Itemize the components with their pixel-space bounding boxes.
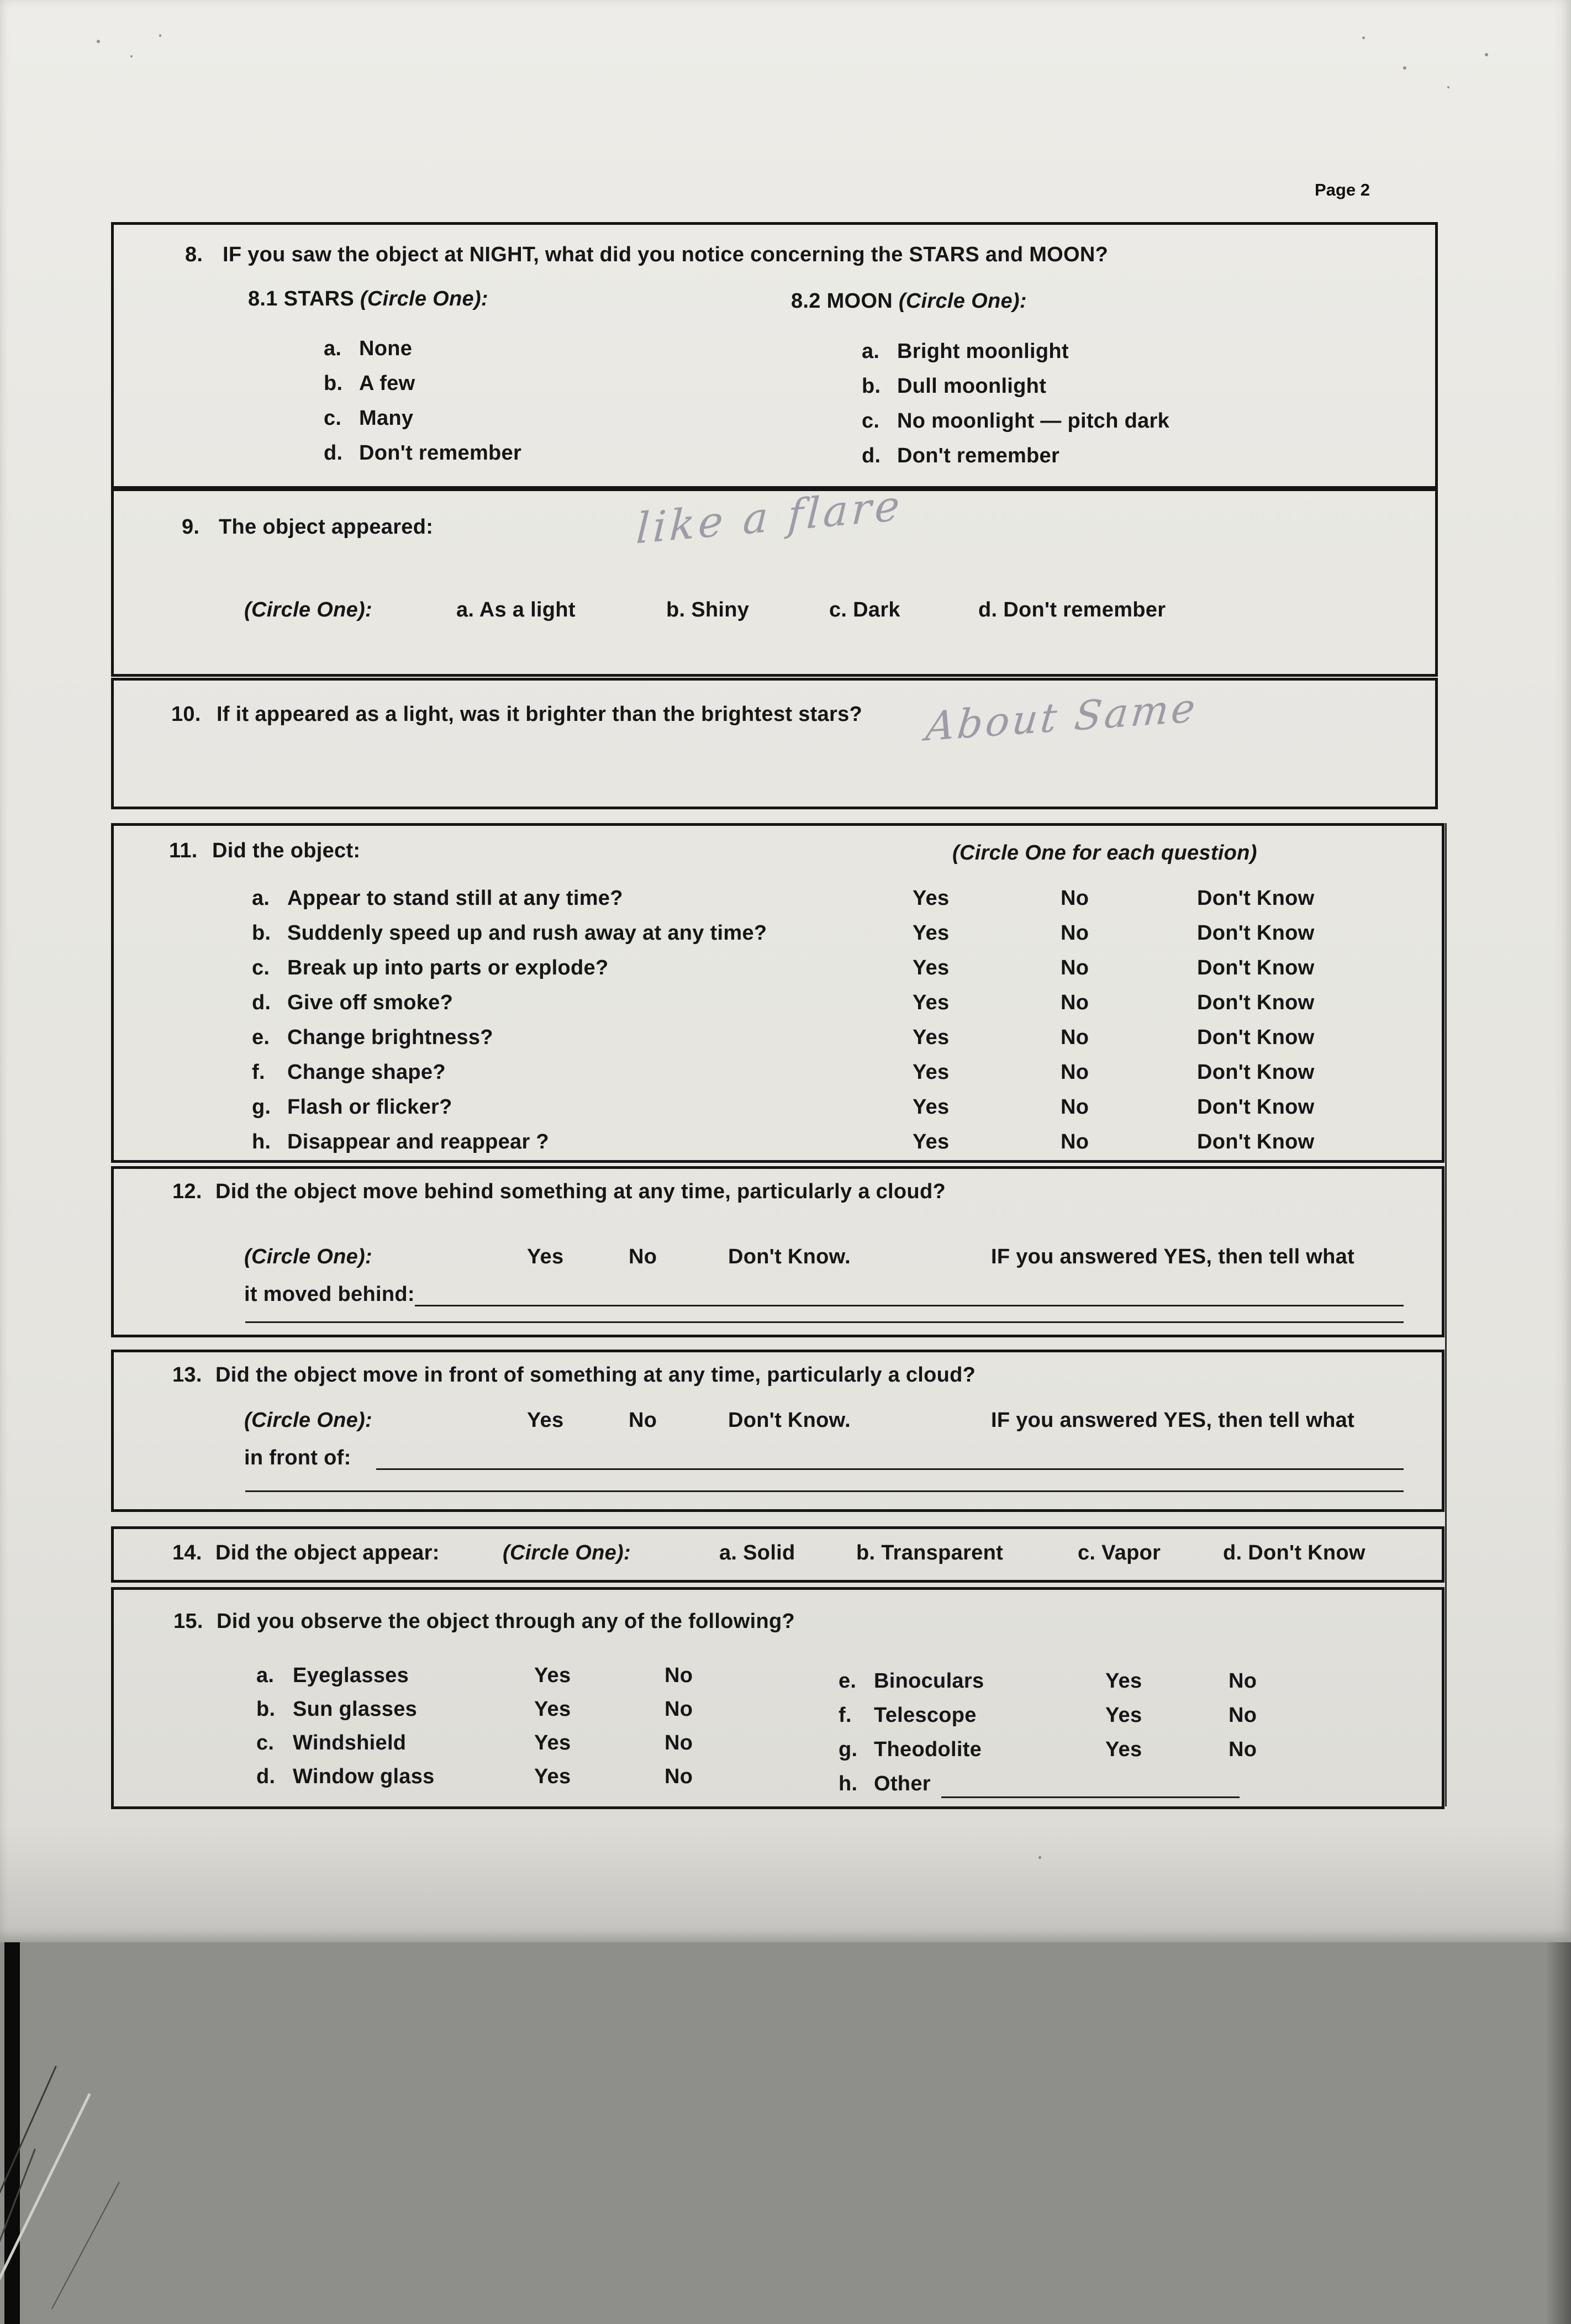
q11-e-yes: Yes	[913, 1026, 950, 1049]
q15-e-no: No	[1229, 1669, 1257, 1693]
q13-dont-know: Don't Know.	[728, 1409, 851, 1432]
q13-circle-one: (Circle One):	[244, 1409, 372, 1432]
q8-text: IF you saw the object at NIGHT, what did you notice concerning the STARS and MOON?	[223, 243, 1109, 266]
q9-d-letter: d.	[978, 598, 998, 621]
q11-e-dk: Don't Know	[1197, 1026, 1315, 1049]
q11-text: Did the object:	[212, 839, 361, 862]
q11-c-yes: Yes	[913, 956, 950, 979]
q13-no: No	[629, 1409, 657, 1432]
q12-circle-one: (Circle One):	[244, 1245, 372, 1268]
q15-c-letter: c.	[256, 1731, 275, 1754]
question-13-box	[111, 1350, 1445, 1512]
q15-h-letter: h.	[839, 1772, 858, 1795]
q9-a-label: As a light	[479, 598, 576, 621]
question-9-box	[111, 480, 1438, 677]
q15-number: 15.	[173, 1610, 203, 1633]
q8-stars-prefix: 8.1 STARS	[248, 287, 355, 310]
q14-c-letter: c.	[1078, 1541, 1096, 1564]
q15-g-label: Theodolite	[874, 1738, 982, 1761]
q11-d-dk: Don't Know	[1197, 991, 1315, 1014]
q11-h-no: No	[1061, 1130, 1089, 1153]
q15-a-letter: a.	[256, 1664, 275, 1687]
q11-b-dk: Don't Know	[1197, 921, 1315, 945]
q11-e-letter: e.	[252, 1026, 270, 1049]
q15-c-label: Windshield	[293, 1731, 407, 1754]
q15-e-letter: e.	[839, 1669, 857, 1693]
q11-b-letter: b.	[252, 921, 271, 945]
q14-text: Did the object appear:	[215, 1541, 440, 1564]
q8-number: 8.	[185, 243, 203, 266]
q15-c-no: No	[665, 1731, 693, 1754]
q8-moon-c-label: No moonlight — pitch dark	[897, 409, 1170, 433]
q13-yes: Yes	[527, 1409, 564, 1432]
q9-b-label: Shiny	[691, 598, 750, 621]
q12-answer-line-1	[415, 1305, 1404, 1306]
q11-h-dk: Don't Know	[1197, 1130, 1315, 1153]
q9-option-b	[666, 598, 749, 622]
q12-tail: it moved behind:	[244, 1283, 415, 1306]
q8-stars-c-letter: c.	[324, 407, 342, 430]
scan-speck	[1403, 66, 1406, 70]
scan-speck	[1362, 36, 1365, 39]
q12-answer-line-2	[245, 1321, 1404, 1323]
q11-number: 11.	[169, 839, 198, 862]
q9-option-a	[456, 598, 576, 622]
q8-moon-b-letter: b.	[862, 375, 881, 398]
q15-other-line	[941, 1796, 1240, 1798]
q8-stars-heading	[248, 287, 488, 311]
question-11-box	[111, 823, 1445, 1163]
q11-g-letter: g.	[252, 1095, 271, 1119]
q15-f-label: Telescope	[874, 1704, 977, 1727]
scan-speck	[1447, 86, 1449, 88]
q15-f-yes: Yes	[1105, 1704, 1142, 1727]
q9-circle-one: (Circle One):	[244, 598, 372, 621]
q14-a-label: Solid	[743, 1541, 795, 1564]
q11-h-label: Disappear and reappear ?	[287, 1130, 549, 1153]
q11-f-dk: Don't Know	[1197, 1061, 1315, 1084]
q9-option-c	[829, 598, 900, 622]
scan-speck	[97, 40, 100, 43]
q13-if-yes: IF you answered YES, then tell what	[991, 1409, 1355, 1432]
q9-a-letter: a.	[456, 598, 475, 621]
q14-option-b	[856, 1541, 1003, 1565]
q11-a-letter: a.	[252, 887, 270, 910]
q15-b-yes: Yes	[534, 1698, 571, 1721]
q8-stars-b-label: A few	[359, 372, 415, 395]
q11-b-label: Suddenly speed up and rush away at any time?	[287, 921, 767, 945]
question-10-box	[111, 678, 1438, 809]
q11-c-no: No	[1061, 956, 1089, 979]
q11-h-letter: h.	[252, 1130, 271, 1153]
q9-c-label: Dark	[853, 598, 900, 621]
q8-stars-circle-one: (Circle One):	[360, 287, 488, 310]
q11-c-letter: c.	[252, 956, 270, 979]
q15-b-no: No	[665, 1698, 693, 1721]
q8-moon-a-letter: a.	[862, 340, 880, 363]
q15-f-no: No	[1229, 1704, 1257, 1727]
q14-b-letter: b.	[856, 1541, 876, 1564]
q11-d-yes: Yes	[913, 991, 950, 1014]
q13-answer-line-1	[376, 1468, 1404, 1470]
q8-moon-d-letter: d.	[862, 444, 881, 467]
q15-g-no: No	[1229, 1738, 1257, 1761]
q11-h-yes: Yes	[913, 1130, 950, 1153]
q14-d-label: Don't Know	[1248, 1541, 1366, 1564]
q8-stars-b-letter: b.	[324, 372, 343, 395]
q15-h-label: Other	[874, 1772, 931, 1795]
q11-a-dk: Don't Know	[1197, 887, 1315, 910]
q9-b-letter: b.	[666, 598, 686, 621]
q13-answer-line-2	[245, 1490, 1404, 1492]
q12-yes: Yes	[527, 1245, 564, 1268]
q15-d-yes: Yes	[534, 1765, 571, 1788]
question-14-box	[111, 1526, 1445, 1583]
q14-c-label: Vapor	[1101, 1541, 1161, 1564]
q8-moon-circle-one: (Circle One):	[898, 289, 1027, 313]
q9-c-letter: c.	[829, 598, 847, 621]
q12-no: No	[629, 1245, 657, 1268]
q15-g-letter: g.	[839, 1738, 858, 1761]
q8-stars-d-letter: d.	[324, 441, 343, 465]
scan-speck	[1038, 1856, 1041, 1859]
q11-d-letter: d.	[252, 991, 271, 1014]
q15-e-label: Binoculars	[874, 1669, 984, 1693]
q11-c-label: Break up into parts or explode?	[287, 956, 609, 979]
q15-a-no: No	[665, 1664, 693, 1687]
q14-option-c	[1078, 1541, 1161, 1565]
q11-e-label: Change brightness?	[287, 1026, 493, 1049]
q14-a-letter: a.	[719, 1541, 737, 1564]
q15-d-label: Window glass	[293, 1765, 435, 1788]
q14-option-d	[1223, 1541, 1366, 1565]
q11-d-label: Give off smoke?	[287, 991, 454, 1014]
q14-number: 14.	[172, 1541, 202, 1564]
q8-moon-heading	[791, 289, 1027, 313]
q15-b-label: Sun glasses	[293, 1698, 418, 1721]
q11-g-yes: Yes	[913, 1095, 950, 1119]
scan-right-shade	[1546, 1942, 1571, 2324]
q12-text: Did the object move behind something at any time, particularly a cloud?	[215, 1180, 946, 1203]
q8-stars-a-label: None	[359, 337, 413, 360]
handwritten-note-q9: like a flare	[635, 480, 904, 554]
question-15-box	[111, 1587, 1445, 1809]
q15-g-yes: Yes	[1105, 1738, 1142, 1761]
q15-f-letter: f.	[839, 1704, 852, 1727]
q11-f-no: No	[1061, 1061, 1089, 1084]
question-12-box	[111, 1166, 1445, 1337]
q11-a-no: No	[1061, 887, 1089, 910]
q10-number: 10.	[171, 703, 201, 726]
q15-a-yes: Yes	[534, 1664, 571, 1687]
q11-f-yes: Yes	[913, 1061, 950, 1084]
q15-b-letter: b.	[256, 1698, 276, 1721]
q14-b-label: Transparent	[881, 1541, 1004, 1564]
page-number: Page 2	[1315, 180, 1370, 199]
q12-dont-know: Don't Know.	[728, 1245, 851, 1268]
q13-text: Did the object move in front of something at any time, particularly a cloud?	[215, 1363, 976, 1387]
q9-d-label: Don't remember	[1003, 598, 1166, 621]
q15-text: Did you observe the object through any of the following?	[217, 1610, 795, 1633]
q11-e-no: No	[1061, 1026, 1089, 1049]
q11-d-no: No	[1061, 991, 1089, 1014]
question-8-box	[111, 222, 1438, 489]
scan-speck	[159, 34, 161, 37]
q11-g-label: Flash or flicker?	[287, 1095, 452, 1119]
q9-option-d	[978, 598, 1166, 622]
scan-scratch	[51, 2182, 120, 2310]
q12-if-yes: IF you answered YES, then tell what	[991, 1245, 1355, 1268]
scan-speck	[130, 55, 133, 57]
q8-moon-c-letter: c.	[862, 409, 880, 433]
q11-b-no: No	[1061, 921, 1089, 945]
q12-number: 12.	[172, 1180, 202, 1203]
q15-a-label: Eyeglasses	[293, 1664, 409, 1687]
q9-number: 9.	[182, 515, 200, 539]
q8-moon-d-label: Don't remember	[897, 444, 1060, 467]
q8-moon-a-label: Bright moonlight	[897, 340, 1069, 363]
q11-circle-note: (Circle One for each question)	[952, 841, 1257, 865]
q15-e-yes: Yes	[1105, 1669, 1142, 1693]
scan-speck	[1485, 53, 1488, 56]
q11-a-yes: Yes	[913, 887, 950, 910]
q15-d-no: No	[665, 1765, 693, 1788]
q11-a-label: Appear to stand still at any time?	[287, 887, 623, 910]
q14-d-letter: d.	[1223, 1541, 1242, 1564]
q11-g-no: No	[1061, 1095, 1089, 1119]
q15-d-letter: d.	[256, 1765, 276, 1788]
q11-c-dk: Don't Know	[1197, 956, 1315, 979]
q11-g-dk: Don't Know	[1197, 1095, 1315, 1119]
q14-circle-one: (Circle One):	[503, 1541, 631, 1564]
q8-moon-prefix: 8.2 MOON	[791, 289, 893, 313]
q11-f-letter: f.	[252, 1061, 265, 1084]
q9-text: The object appeared:	[219, 515, 434, 539]
q8-stars-a-letter: a.	[324, 337, 342, 360]
q10-text: If it appeared as a light, was it brighter than the brightest stars?	[217, 703, 863, 726]
q13-number: 13.	[172, 1363, 202, 1387]
q11-f-label: Change shape?	[287, 1061, 446, 1084]
q13-tail: in front of:	[244, 1446, 351, 1469]
q8-stars-d-label: Don't remember	[359, 441, 522, 465]
q8-stars-c-label: Many	[359, 407, 414, 430]
q14-option-a	[719, 1541, 795, 1565]
handwritten-note-q10: About Same	[924, 684, 1200, 750]
scan-fold-line	[1445, 823, 1447, 1806]
q11-b-yes: Yes	[913, 921, 950, 945]
q15-c-yes: Yes	[534, 1731, 571, 1754]
q8-moon-b-label: Dull moonlight	[897, 375, 1047, 398]
